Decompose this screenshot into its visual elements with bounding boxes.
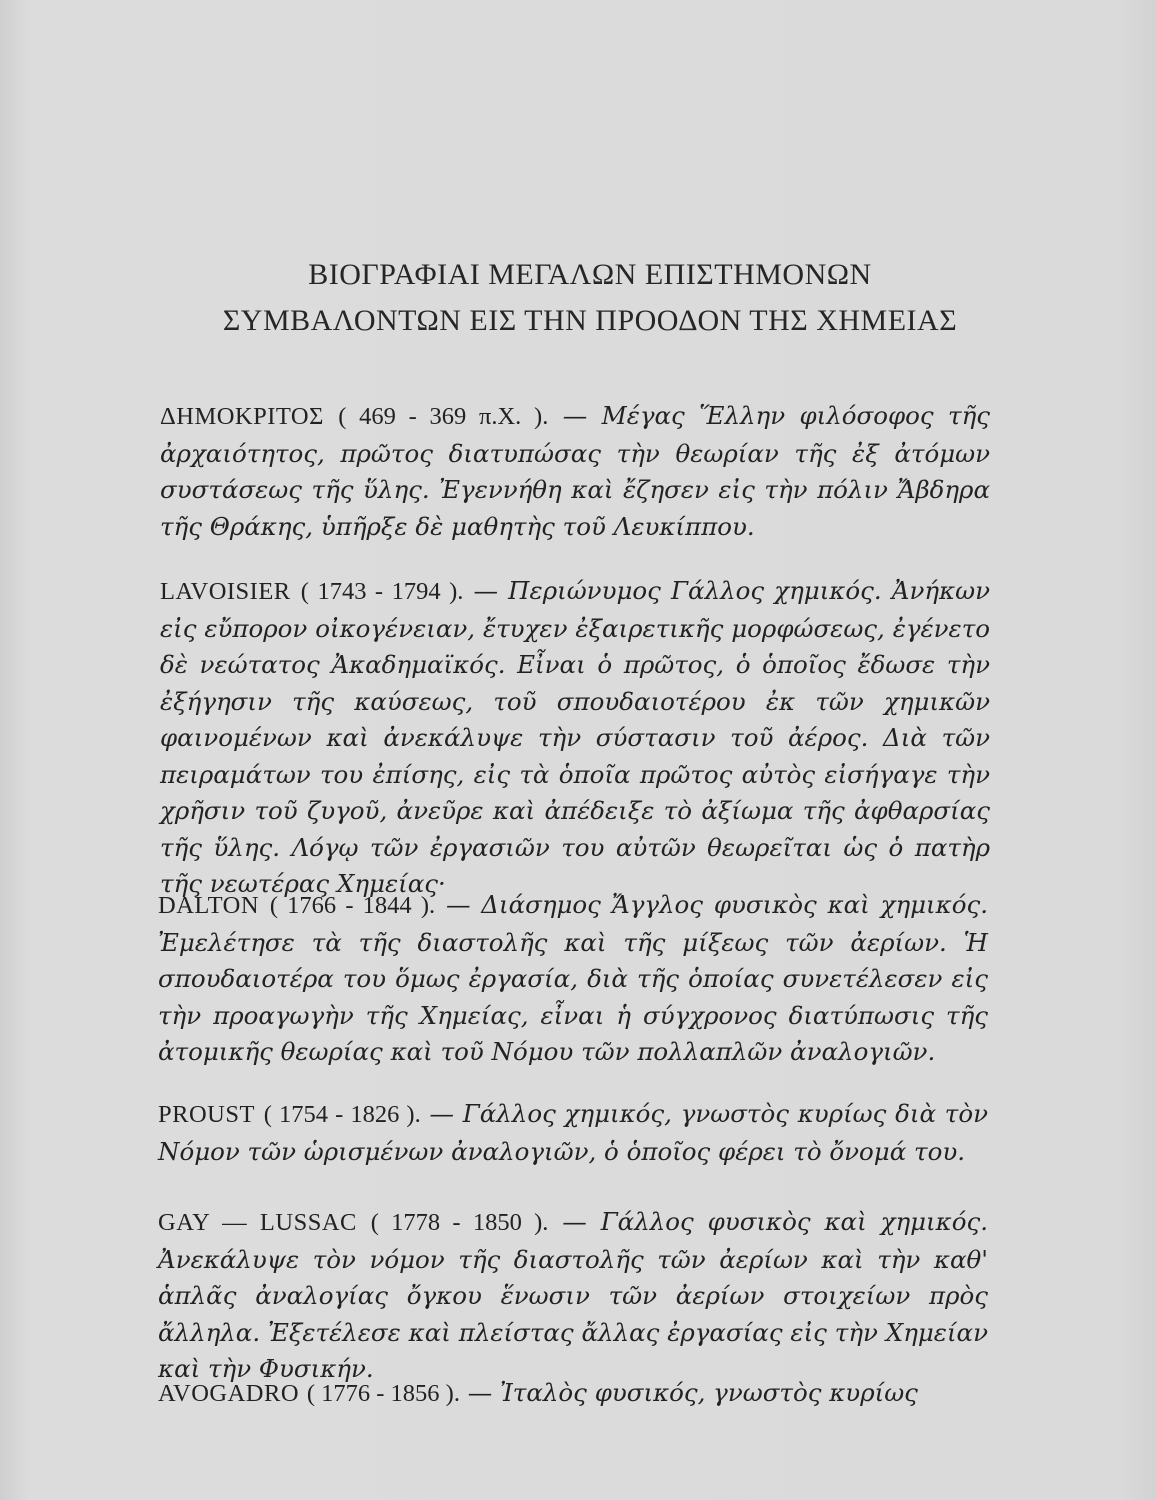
entry-text: — Ἰταλὸς φυσικός, γνωστὸς κυρίως	[467, 1378, 918, 1407]
entry-democritus	[160, 398, 990, 545]
entry-avogadro	[158, 1375, 988, 1413]
entry-dates: ( 1778 - 1850 ).	[370, 1209, 549, 1236]
entry-name: DALTON	[158, 892, 260, 919]
entry-name: LAVOISIER	[160, 578, 291, 605]
entry-text: — Γάλλος χημικός, γνωστὸς κυρίως διὰ τὸν Νόμον τῶν ὡρισμένων ἀναλογιῶν, ὁ ὁποῖος φέρει τὸ ὄνομά του.	[158, 1099, 988, 1166]
entry-name: PROUST	[158, 1101, 255, 1128]
entry-name: AVOGADRO	[158, 1380, 300, 1407]
heading-line-2: ΣΥΜΒΑΛΟΝΤΩΝ ΕΙΣ ΤΗΝ ΠΡΟΟΔΟΝ ΤΗΣ ΧΗΜΕΙΑΣ	[222, 304, 958, 337]
heading-line-1: ΒΙΟΓΡΑΦΙΑΙ ΜΕΓΑΛΩΝ ΕΠΙΣΤΗΜΟΝΩΝ	[308, 258, 872, 291]
entry-proust	[158, 1096, 988, 1170]
entry-dates: ( 1754 - 1826 ).	[263, 1101, 421, 1128]
entry-dates: ( 469 - 369 π.Χ. ).	[338, 403, 549, 430]
entry-dates: ( 1766 - 1844 ).	[269, 892, 436, 919]
entry-text: — Περιώνυμος Γάλλος χημικός. Ἀνήκων εἰς εὔπορον οἰκογένειαν, ἔτυχεν ἐξαιρετικῆς μορφώσεως, ἐγένετο δὲ νεώτατος Ἀκαδημαϊκός. Εἶναι ὁ πρῶτος, ὁ ὁποῖος ἔδωσε τὴν ἐξήγησιν τῆς καύσεως, τοῦ σπουδαιοτέρου ἐκ τῶν χημικῶν φαινομένων καὶ ἀνεκάλυψε τὴν σύστασιν τοῦ ἀέρος. Διὰ τῶν πειραμάτων του ἐπίσης, εἰς τὰ ὁποῖα πρῶτος αὐτὸς εἰσήγαγε τὴν χρῆσιν τοῦ ζυγοῦ, ἀνεῦρε καὶ ἀπέδειξε τὸ ἀξίωμα τῆς ἀφθαρσίας τῆς ὕλης. Λόγῳ τῶν ἐργασιῶν του αὐτῶν θεωρεῖται ὡς ὁ πατὴρ τῆς νεωτέρας Χημείας·	[160, 576, 990, 898]
entry-text: — Γάλλος φυσικὸς καὶ χημικός. Ἀνεκάλυψε τὸν νόμον τῆς διαστολῆς τῶν ἀερίων καὶ τὴν καθ' ἁπλᾶς ἀναλογίας ὄγκου ἕνωσιν τῶν ἀερίων στοιχείων πρὸς ἄλληλα. Ἐξετέλεσε καὶ πλείστας ἄλλας ἐργασίας εἰς τὴν Χημείαν καὶ τὴν Φυσικήν.	[158, 1207, 988, 1383]
entry-name: ΔΗΜΟΚΡΙΤΟΣ	[160, 403, 324, 430]
entry-lavoisier	[160, 573, 990, 903]
entry-dates: ( 1776 - 1856 ).	[306, 1380, 460, 1407]
entry-dates: ( 1743 - 1794 ).	[300, 578, 464, 605]
entry-text: — Διάσημος Ἄγγλος φυσικὸς καὶ χημικός. Ἐμελέτησε τὰ τῆς διαστολῆς καὶ τῆς μίξεως τῶν ἀερίων. Ἡ σπουδαιοτέρα του ὅμως ἐργασία, διὰ τῆς ὁποίας συνετέλεσεν εἰς τὴν προαγωγὴν τῆς Χημείας, εἶναι ἡ σύγχρονος διατύπωσις τῆς ἀτομικῆς θεωρίας καὶ τοῦ Νόμου τῶν πολλαπλῶν ἀναλογιῶν.	[158, 890, 988, 1066]
entry-text: — Μέγας Ἕλλην φιλόσοφος τῆς ἀρχαιότητος, πρῶτος διατυπώσας τὴν θεωρίαν τῆς ἐξ ἀτόμων συστάσεως τῆς ὕλης. Ἐγεννήθη καὶ ἔζησεν εἰς τὴν πόλιν Ἄβδηρα τῆς Θράκης, ὑπῆρξε δὲ μαθητὴς τοῦ Λευκίππου.	[160, 401, 990, 541]
entry-dalton	[158, 887, 988, 1071]
entry-name: GAY — LUSSAC	[158, 1209, 357, 1236]
entry-gay-lussac	[158, 1204, 988, 1388]
